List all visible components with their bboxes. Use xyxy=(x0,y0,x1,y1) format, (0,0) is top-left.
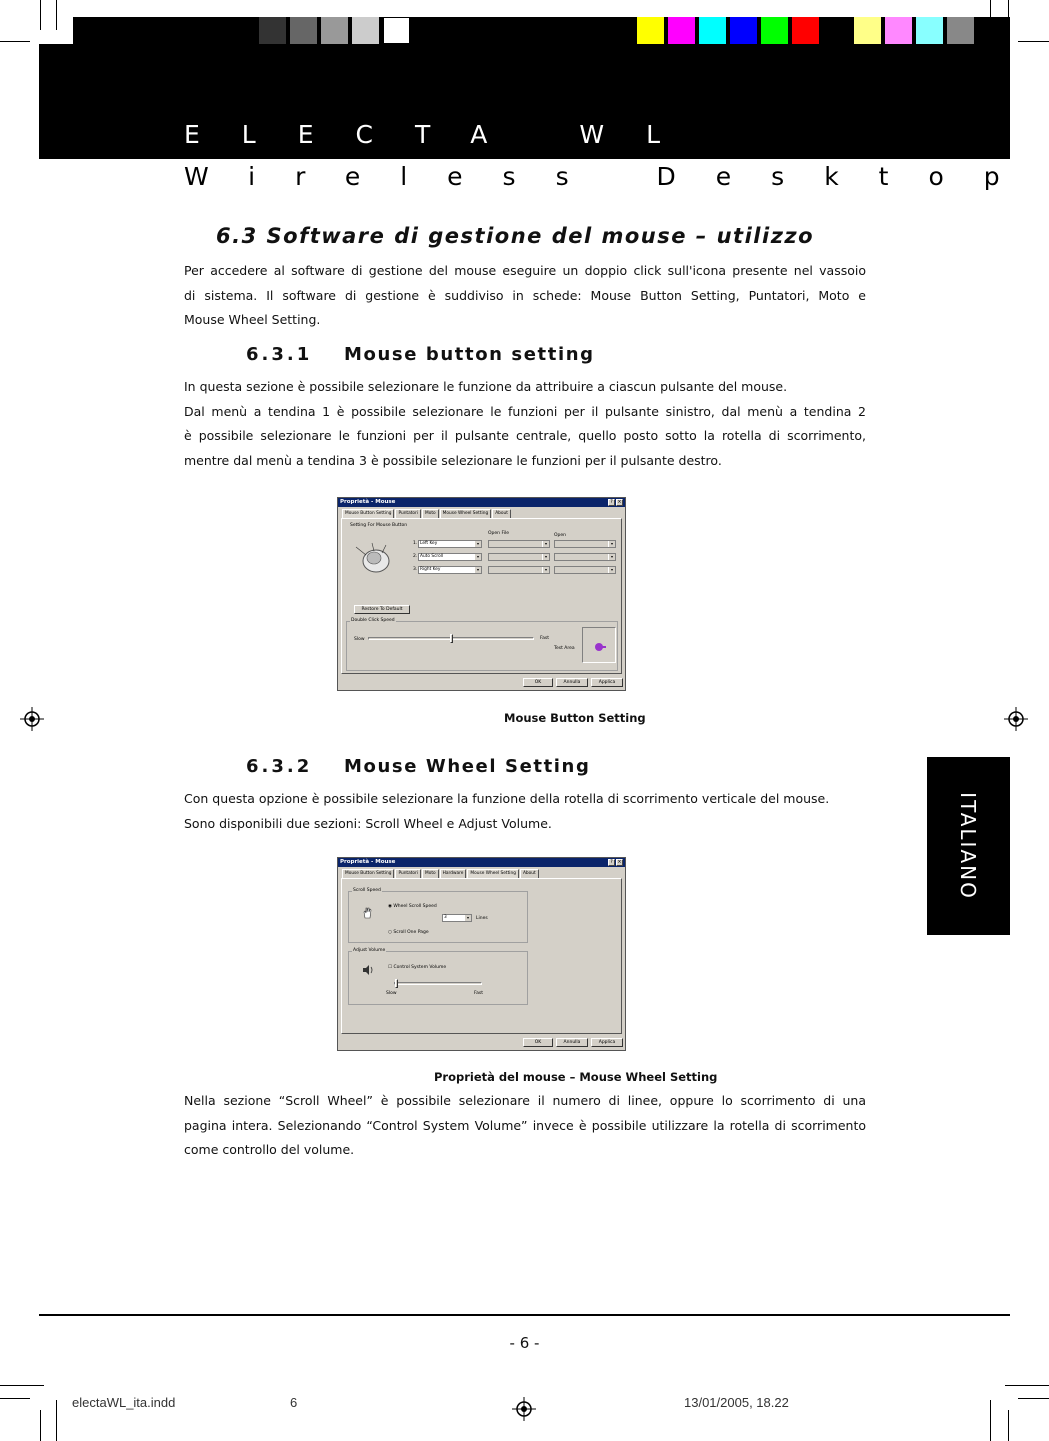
chevron-down-icon: ▾ xyxy=(464,915,471,921)
text-line: Nella sezione “Scroll Wheel” è possibile selezionare il numero di linee, oppure lo scorrimento di una xyxy=(184,1093,866,1108)
color-swatch xyxy=(947,17,974,44)
chevron-down-icon: ▾ xyxy=(608,567,615,573)
tab-moto[interactable]: Moto xyxy=(422,509,439,518)
color-swatch xyxy=(730,17,757,44)
crop-mark xyxy=(56,1400,57,1441)
chevron-down-icon: ▾ xyxy=(542,554,549,560)
sub2-after-paragraph xyxy=(184,1089,866,1163)
gray-swatch xyxy=(259,17,286,44)
tab-panel xyxy=(341,878,622,1034)
chevron-down-icon: ▾ xyxy=(542,567,549,573)
gray-swatch xyxy=(383,17,410,44)
tab-about[interactable]: About xyxy=(492,509,511,518)
hand-icon xyxy=(362,907,372,919)
select-value: 3 xyxy=(444,915,447,920)
color-swatch xyxy=(637,17,664,44)
slug-page: 6 xyxy=(290,1395,298,1410)
column-header-open: Open xyxy=(554,533,567,538)
button-2-open-file-select[interactable] xyxy=(488,553,550,561)
text-line: Dal menù a tendina 1 è possibile selezionare le funzioni per il pulsante sinistro, dal menù a tendina 2 xyxy=(184,403,866,419)
mouse-icon xyxy=(352,541,392,575)
group-title: Setting For Mouse Button xyxy=(350,523,408,528)
button-2-open-select[interactable] xyxy=(554,553,616,561)
scroll-one-page-radio[interactable]: ○ Scroll One Page xyxy=(388,930,429,935)
text-line: In questa sezione è possibile selezionare le funzione da attribuire a ciascun pulsante del mouse. xyxy=(184,379,788,394)
select-value: Auto Scroll xyxy=(420,554,444,559)
test-area-icon xyxy=(594,642,606,652)
button-1-function-select[interactable] xyxy=(418,540,482,548)
tab-puntatori[interactable]: Puntatori xyxy=(395,509,421,518)
tab-mouse-button-setting[interactable]: Mouse Button Setting xyxy=(342,869,394,878)
slug-date: 13/01/2005, 18.22 xyxy=(684,1395,789,1410)
button-3-open-select[interactable] xyxy=(554,566,616,574)
row-number: 3. xyxy=(413,567,418,572)
gray-swatch xyxy=(321,17,348,44)
dialog-title-bar: Proprietà - Mouse xyxy=(338,858,625,867)
text-line: Mouse Wheel Setting. xyxy=(184,312,321,327)
slider-thumb[interactable] xyxy=(395,979,398,988)
brand-title: ELECTA WL xyxy=(184,120,703,149)
restore-default-button[interactable]: Restore To Default xyxy=(354,605,410,614)
tab-bar xyxy=(342,869,540,878)
tab-mouse-button-setting[interactable]: Mouse Button Setting xyxy=(342,509,394,519)
language-side-tab xyxy=(927,757,1010,935)
crop-mark xyxy=(0,41,30,42)
sub1-paragraph xyxy=(184,375,866,473)
tab-about[interactable]: About xyxy=(520,869,539,878)
section-title: 6.3 Software di gestione del mouse – utilizzo xyxy=(216,224,815,248)
brand-subtitle: Wireless Desktop xyxy=(184,162,1040,191)
button-1-open-file-select[interactable] xyxy=(488,540,550,548)
text-line: è possibile selezionare le funzioni per il pulsante centrale, quello posto sotto la rotella di scorrimento, xyxy=(184,428,866,443)
gray-swatch xyxy=(290,17,317,44)
text-line: di sistema. Il software di gestione è suddiviso in schede: Mouse Button Setting, Puntatori, Moto e xyxy=(184,287,866,303)
slug-filename: electaWL_ita.indd xyxy=(72,1395,176,1410)
subsection-number: 6.3.2 xyxy=(246,756,313,777)
color-swatch xyxy=(792,17,819,44)
color-swatch xyxy=(699,17,726,44)
color-swatch xyxy=(668,17,695,44)
tab-mouse-wheel-setting[interactable]: Mouse Wheel Setting xyxy=(440,509,492,518)
radio-label: Wheel Scroll Speed xyxy=(393,904,437,909)
button-1-open-select[interactable] xyxy=(554,540,616,548)
volume-slider[interactable] xyxy=(394,982,482,985)
footer-rule xyxy=(39,1314,1010,1316)
crop-mark xyxy=(40,1410,41,1441)
tab-bar xyxy=(342,509,512,518)
registration-mark-icon xyxy=(20,707,44,731)
test-area-label: Test Area xyxy=(554,646,575,651)
intro-paragraph xyxy=(184,259,866,333)
color-swatch xyxy=(916,17,943,44)
apply-button[interactable]: Applica xyxy=(591,678,623,687)
fast-label: Fast xyxy=(540,636,550,641)
text-line: come controllo del volume. xyxy=(184,1142,355,1157)
chevron-down-icon: ▾ xyxy=(474,567,481,573)
color-swatch xyxy=(761,17,788,44)
tab-hardware[interactable]: Hardware xyxy=(440,869,467,878)
button-3-function-select[interactable] xyxy=(418,566,482,574)
registration-mark-icon xyxy=(1004,707,1028,731)
page-number: - 6 - xyxy=(509,1334,540,1352)
crop-mark xyxy=(1018,1398,1049,1399)
close-button[interactable]: × xyxy=(617,859,622,865)
help-button[interactable]: ? xyxy=(608,499,615,506)
lines-count-select[interactable] xyxy=(442,914,472,922)
crop-mark xyxy=(0,1385,44,1386)
select-value: Left Key xyxy=(420,541,438,546)
text-line: Per accedere al software di gestione del mouse eseguire un doppio click sull'icona presente nel vassoio xyxy=(184,263,866,278)
figure-caption: Proprietà del mouse – Mouse Wheel Setting xyxy=(434,1070,718,1084)
tab-mouse-wheel-setting[interactable]: Mouse Wheel Setting xyxy=(467,869,519,879)
group-title: Double Click Speed xyxy=(351,618,395,623)
chevron-down-icon: ▾ xyxy=(608,541,615,547)
column-header-open-file: Open File xyxy=(488,531,509,536)
dialog-title-bar: Proprietà - Mouse xyxy=(338,498,625,507)
adjust-volume-group xyxy=(348,951,528,1005)
crop-mark xyxy=(1008,1410,1009,1441)
scroll-speed-group xyxy=(348,891,528,943)
chevron-down-icon: ▾ xyxy=(542,541,549,547)
cancel-button[interactable]: Annulla xyxy=(556,678,588,687)
lines-label: Lines xyxy=(476,916,488,921)
crop-mark xyxy=(40,0,41,30)
text-line: pagina intera. Selezionando “Control System Volume” invece è possibile utilizzare la rotella di scorrimento xyxy=(184,1117,866,1133)
wheel-scroll-speed-radio[interactable]: ◉ Wheel Scroll Speed xyxy=(388,904,437,909)
apply-button[interactable]: Applica xyxy=(591,1038,623,1047)
sub2-paragraph xyxy=(184,787,866,836)
help-button[interactable]: ? xyxy=(608,859,615,866)
figure-caption: Mouse Button Setting xyxy=(504,711,646,725)
slider-thumb[interactable] xyxy=(450,634,453,643)
chevron-down-icon: ▾ xyxy=(474,541,481,547)
group-title: Scroll Speed xyxy=(353,888,381,893)
row-number: 1. xyxy=(413,541,418,546)
select-value: Right Key xyxy=(420,567,441,572)
color-swatch xyxy=(854,17,881,44)
slow-label: Slow xyxy=(354,637,365,642)
mouse-properties-dialog xyxy=(337,497,626,691)
double-click-speed-group xyxy=(346,621,618,671)
checkbox-label: Control System Volume xyxy=(393,965,447,970)
crop-mark xyxy=(56,0,57,30)
crop-mark xyxy=(990,1400,991,1441)
subsection-title: Mouse button setting xyxy=(344,344,595,365)
fast-label: Fast xyxy=(474,991,484,996)
ok-button[interactable]: OK xyxy=(523,1038,553,1047)
mouse-wheel-dialog xyxy=(337,857,626,1051)
button-2-function-select[interactable] xyxy=(418,553,482,561)
radio-label: Scroll One Page xyxy=(393,930,429,935)
crop-mark xyxy=(1005,1385,1049,1386)
button-3-open-file-select[interactable] xyxy=(488,566,550,574)
group-title: Adjust Volume xyxy=(353,948,386,953)
text-line: Sono disponibili due sezioni: Scroll Wheel e Adjust Volume. xyxy=(184,815,552,831)
slow-label: Slow xyxy=(386,991,397,996)
tab-panel xyxy=(341,518,622,674)
chevron-down-icon: ▾ xyxy=(474,554,481,560)
close-button[interactable]: × xyxy=(617,499,622,505)
chevron-down-icon: ▾ xyxy=(608,554,615,560)
control-system-volume-checkbox[interactable]: ☐ Control System Volume xyxy=(388,965,447,970)
gray-swatch xyxy=(352,17,379,44)
registration-mark-icon xyxy=(512,1397,536,1421)
text-line: mentre dal menù a tendina 3 è possibile selezionare le funzioni per il pulsante destro. xyxy=(184,452,722,468)
language-label: ITALIANO xyxy=(956,792,980,900)
tab-moto[interactable]: Moto xyxy=(422,869,439,878)
crop-mark xyxy=(0,1398,30,1399)
ok-button[interactable]: OK xyxy=(523,678,553,687)
row-number: 2. xyxy=(413,554,418,559)
subsection-number: 6.3.1 xyxy=(246,344,313,365)
cancel-button[interactable]: Annulla xyxy=(556,1038,588,1047)
volume-icon xyxy=(362,965,374,975)
color-swatch xyxy=(823,17,850,44)
crop-mark xyxy=(1018,41,1049,42)
text-line: Con questa opzione è possibile selezionare la funzione della rotella di scorrimento verticale del mouse. xyxy=(184,791,830,806)
test-area-box[interactable] xyxy=(582,627,616,663)
tab-puntatori[interactable]: Puntatori xyxy=(395,869,421,878)
color-swatch xyxy=(885,17,912,44)
subsection-title: Mouse Wheel Setting xyxy=(344,756,591,777)
